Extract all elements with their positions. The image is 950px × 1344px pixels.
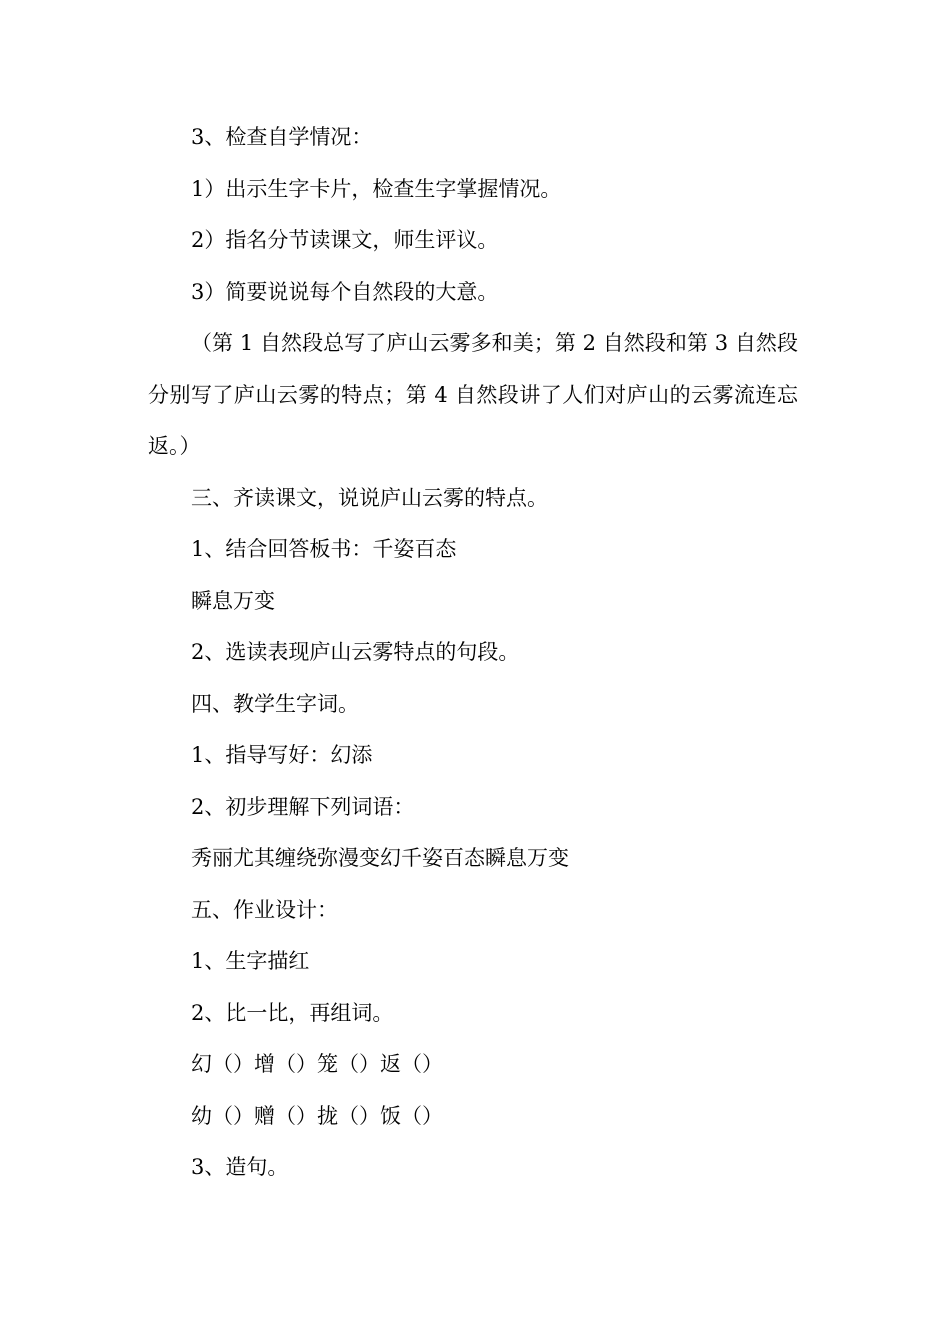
list-item: 1、指导写好：幻添 bbox=[191, 743, 373, 767]
list-item: 2、选读表现庐山云雾特点的句段。 bbox=[191, 640, 520, 664]
list-item: 1）出示生字卡片，检查生字掌握情况。 bbox=[191, 176, 562, 201]
list-item: 3、造句。 bbox=[191, 1155, 289, 1179]
list-item: 1、结合回答板书：千姿百态 bbox=[191, 537, 457, 561]
section-heading: 五、作业设计： bbox=[191, 897, 338, 922]
exercise-line: 幼（）赠（）拢（）饭（） bbox=[191, 1103, 443, 1128]
list-item: 2、比一比，再组词。 bbox=[191, 1000, 394, 1025]
section-heading: 四、教学生字词。 bbox=[191, 691, 359, 716]
document-page bbox=[148, 112, 798, 1194]
section-line: 3、检查自学情况： bbox=[191, 125, 373, 149]
section-heading: 三、齐读课文，说说庐山云雾的特点。 bbox=[191, 485, 548, 510]
list-item: 1、生字描红 bbox=[191, 949, 310, 973]
list-item: 2）指名分节读课文，师生评议。 bbox=[191, 228, 499, 252]
vocabulary-line: 秀丽尤其缠绕弥漫变幻千姿百态瞬息万变 bbox=[191, 846, 569, 870]
list-item: 3）简要说说每个自然段的大意。 bbox=[191, 279, 499, 304]
exercise-line: 幻（）增（）笼（）返（） bbox=[191, 1052, 443, 1076]
list-item: 2、初步理解下列词语： bbox=[191, 794, 415, 819]
list-item: 瞬息万变 bbox=[191, 588, 275, 613]
summary-paragraph: （第 1 自然段总写了庐山云雾多和美；第 2 自然段和第 3 自然段分别写了庐山云雾的特点；第 4 自然段讲了人们对庐山的云雾流连忘返。） bbox=[148, 331, 798, 458]
